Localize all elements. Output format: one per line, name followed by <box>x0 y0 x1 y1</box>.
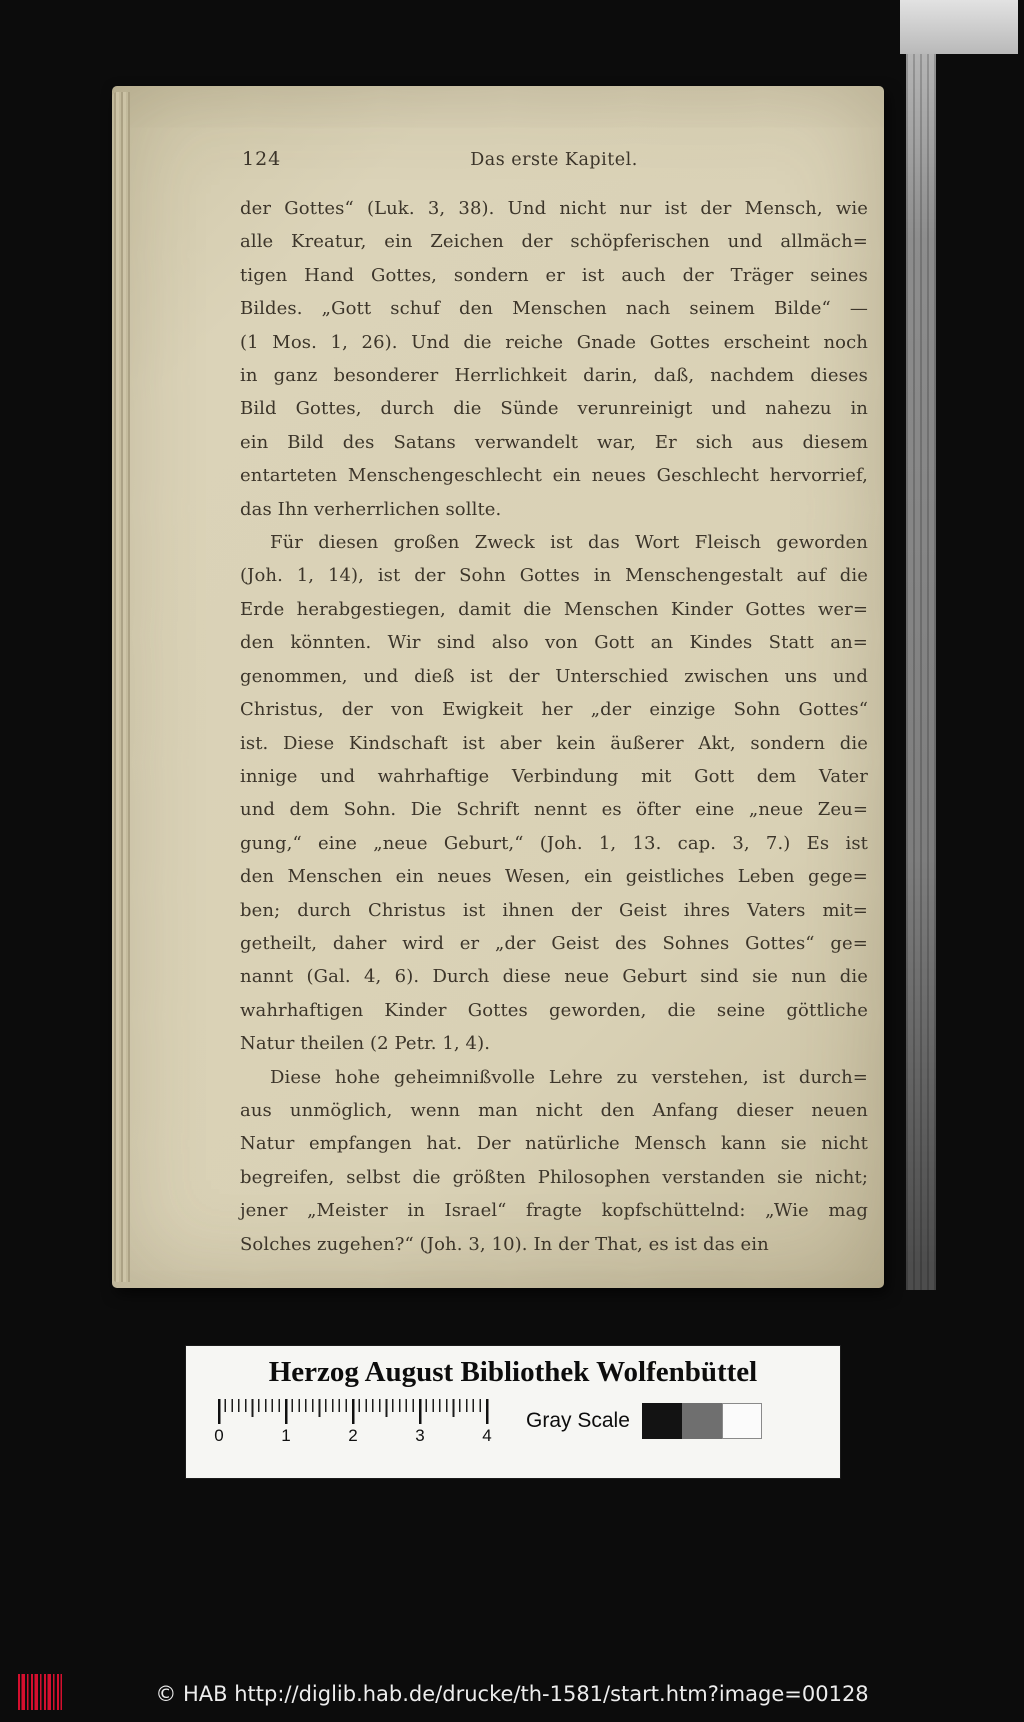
text-line: entarteten Menschengeschlecht ein neues Geschlecht hervorrief, <box>240 465 868 487</box>
text-line: tigen Hand Gottes, sondern er ist auch der Träger seines <box>240 264 868 286</box>
running-header: Das erste Kapitel. <box>470 150 638 170</box>
text-line: ein Bild des Satans verwandelt war, Er sich aus diesem <box>240 431 868 453</box>
text-line: den könnten. Wir sind also von Gott an Kindes Statt an= <box>240 632 868 654</box>
paragraph <box>240 526 868 1061</box>
ruler-number: 2 <box>348 1426 358 1445</box>
text-line: Natur empfangen hat. Der natürliche Mensch kann sie nicht <box>240 1133 868 1155</box>
page-header <box>240 148 868 182</box>
ruler-number: 0 <box>214 1426 224 1445</box>
text-line: Christus, der von Ewigkeit her „der einzige Sohn Gottes“ <box>240 699 868 721</box>
copyright-line: © HAB http://diglib.hab.de/drucke/th-1581/start.htm?image=00128 <box>155 1682 869 1706</box>
library-label-card <box>186 1346 840 1478</box>
text-line: und dem Sohn. Die Schrift nennt es öfter eine „neue Zeu= <box>240 799 868 821</box>
text-line: ben; durch Christus ist ihnen der Geist ihres Vaters mit= <box>240 899 868 921</box>
text-line: den Menschen ein neues Wesen, ein geistliches Leben gege= <box>240 866 868 888</box>
text-line: Diese hohe geheimnißvolle Lehre zu verstehen, ist durch= <box>270 1066 868 1088</box>
text-line: das Ihn verherrlichen sollte. <box>240 498 502 520</box>
text-line: nannt (Gal. 4, 6). Durch diese neue Geburt sind sie nun die <box>240 966 868 988</box>
body-text <box>240 192 868 1261</box>
ruler-number: 1 <box>281 1426 291 1445</box>
gray-scale-patch-white <box>722 1403 762 1439</box>
text-line: (1 Mos. 1, 26). Und die reiche Gnade Gottes erscheint noch <box>240 331 868 353</box>
text-line: Bild Gottes, durch die Sünde verunreinigt und nahezu in <box>240 398 868 420</box>
text-line: aus unmöglich, wenn man nicht den Anfang dieser neuen <box>240 1099 868 1121</box>
text-line: jener „Meister in Israel“ fragte kopfschüttelnd: „Wie mag <box>240 1200 868 1222</box>
ruler-cm-ticks <box>218 1399 490 1424</box>
text-line: innige und wahrhaftige Verbindung mit Gott dem Vater <box>240 765 868 787</box>
ruler <box>214 1399 504 1449</box>
page-number: 124 <box>242 148 282 170</box>
scale-row <box>186 1389 840 1449</box>
gray-scale-patch-black <box>642 1403 682 1439</box>
text-line: alle Kreatur, ein Zeichen der schöpferischen und allmäch= <box>240 231 868 253</box>
ruler-numbers <box>214 1426 492 1446</box>
book-page <box>112 86 884 1288</box>
paragraph <box>240 1061 868 1261</box>
text-line: getheilt, daher wird er „der Geist des Sohnes Gottes“ ge= <box>240 932 868 954</box>
text-line: Für diesen großen Zweck ist das Wort Fleisch geworden <box>270 532 868 554</box>
page-edge-strip <box>906 54 936 1290</box>
ruler-number: 3 <box>415 1426 425 1445</box>
gray-scale-label: Gray Scale <box>526 1409 630 1432</box>
text-line: in ganz besonderer Herrlichkeit darin, daß, nachdem dieses <box>240 365 868 387</box>
gray-scale-patches <box>642 1403 762 1439</box>
text-line: Natur theilen (2 Petr. 1, 4). <box>240 1033 491 1055</box>
text-line: ist. Diese Kindschaft ist aber kein äußerer Akt, sondern die <box>240 732 868 754</box>
library-name: Herzog August Bibliothek Wolfenbüttel <box>268 1356 758 1388</box>
text-line: Erde herabgestiegen, damit die Menschen Kinder Gottes wer= <box>240 598 868 620</box>
text-line: gung,“ eine „neue Geburt,“ (Joh. 1, 13. cap. 3, 7.) Es ist <box>240 832 868 854</box>
text-line: Solches zugehen?“ (Joh. 3, 10). In der That, es ist das ein <box>240 1233 769 1255</box>
gray-scale-patch-gray <box>682 1403 722 1439</box>
text-line: begreifen, selbst die größten Philosophen verstanden sie nicht; <box>240 1166 868 1188</box>
text-line: (Joh. 1, 14), ist der Sohn Gottes in Menschengestalt auf die <box>240 565 868 587</box>
text-line: Bildes. „Gott schuf den Menschen nach seinem Bilde“ — <box>240 298 868 320</box>
text-line: genommen, und dieß ist der Unterschied zwischen uns und <box>240 665 868 687</box>
ruler-number: 4 <box>482 1426 492 1445</box>
text-line: der Gottes“ (Luk. 3, 38). Und nicht nur ist der Mensch, wie <box>240 198 868 219</box>
gray-scale <box>526 1403 762 1439</box>
scanner-edge-block <box>900 0 1018 54</box>
paragraph <box>240 192 868 526</box>
text-line: wahrhaftigen Kinder Gottes geworden, die seine göttliche <box>240 999 868 1021</box>
